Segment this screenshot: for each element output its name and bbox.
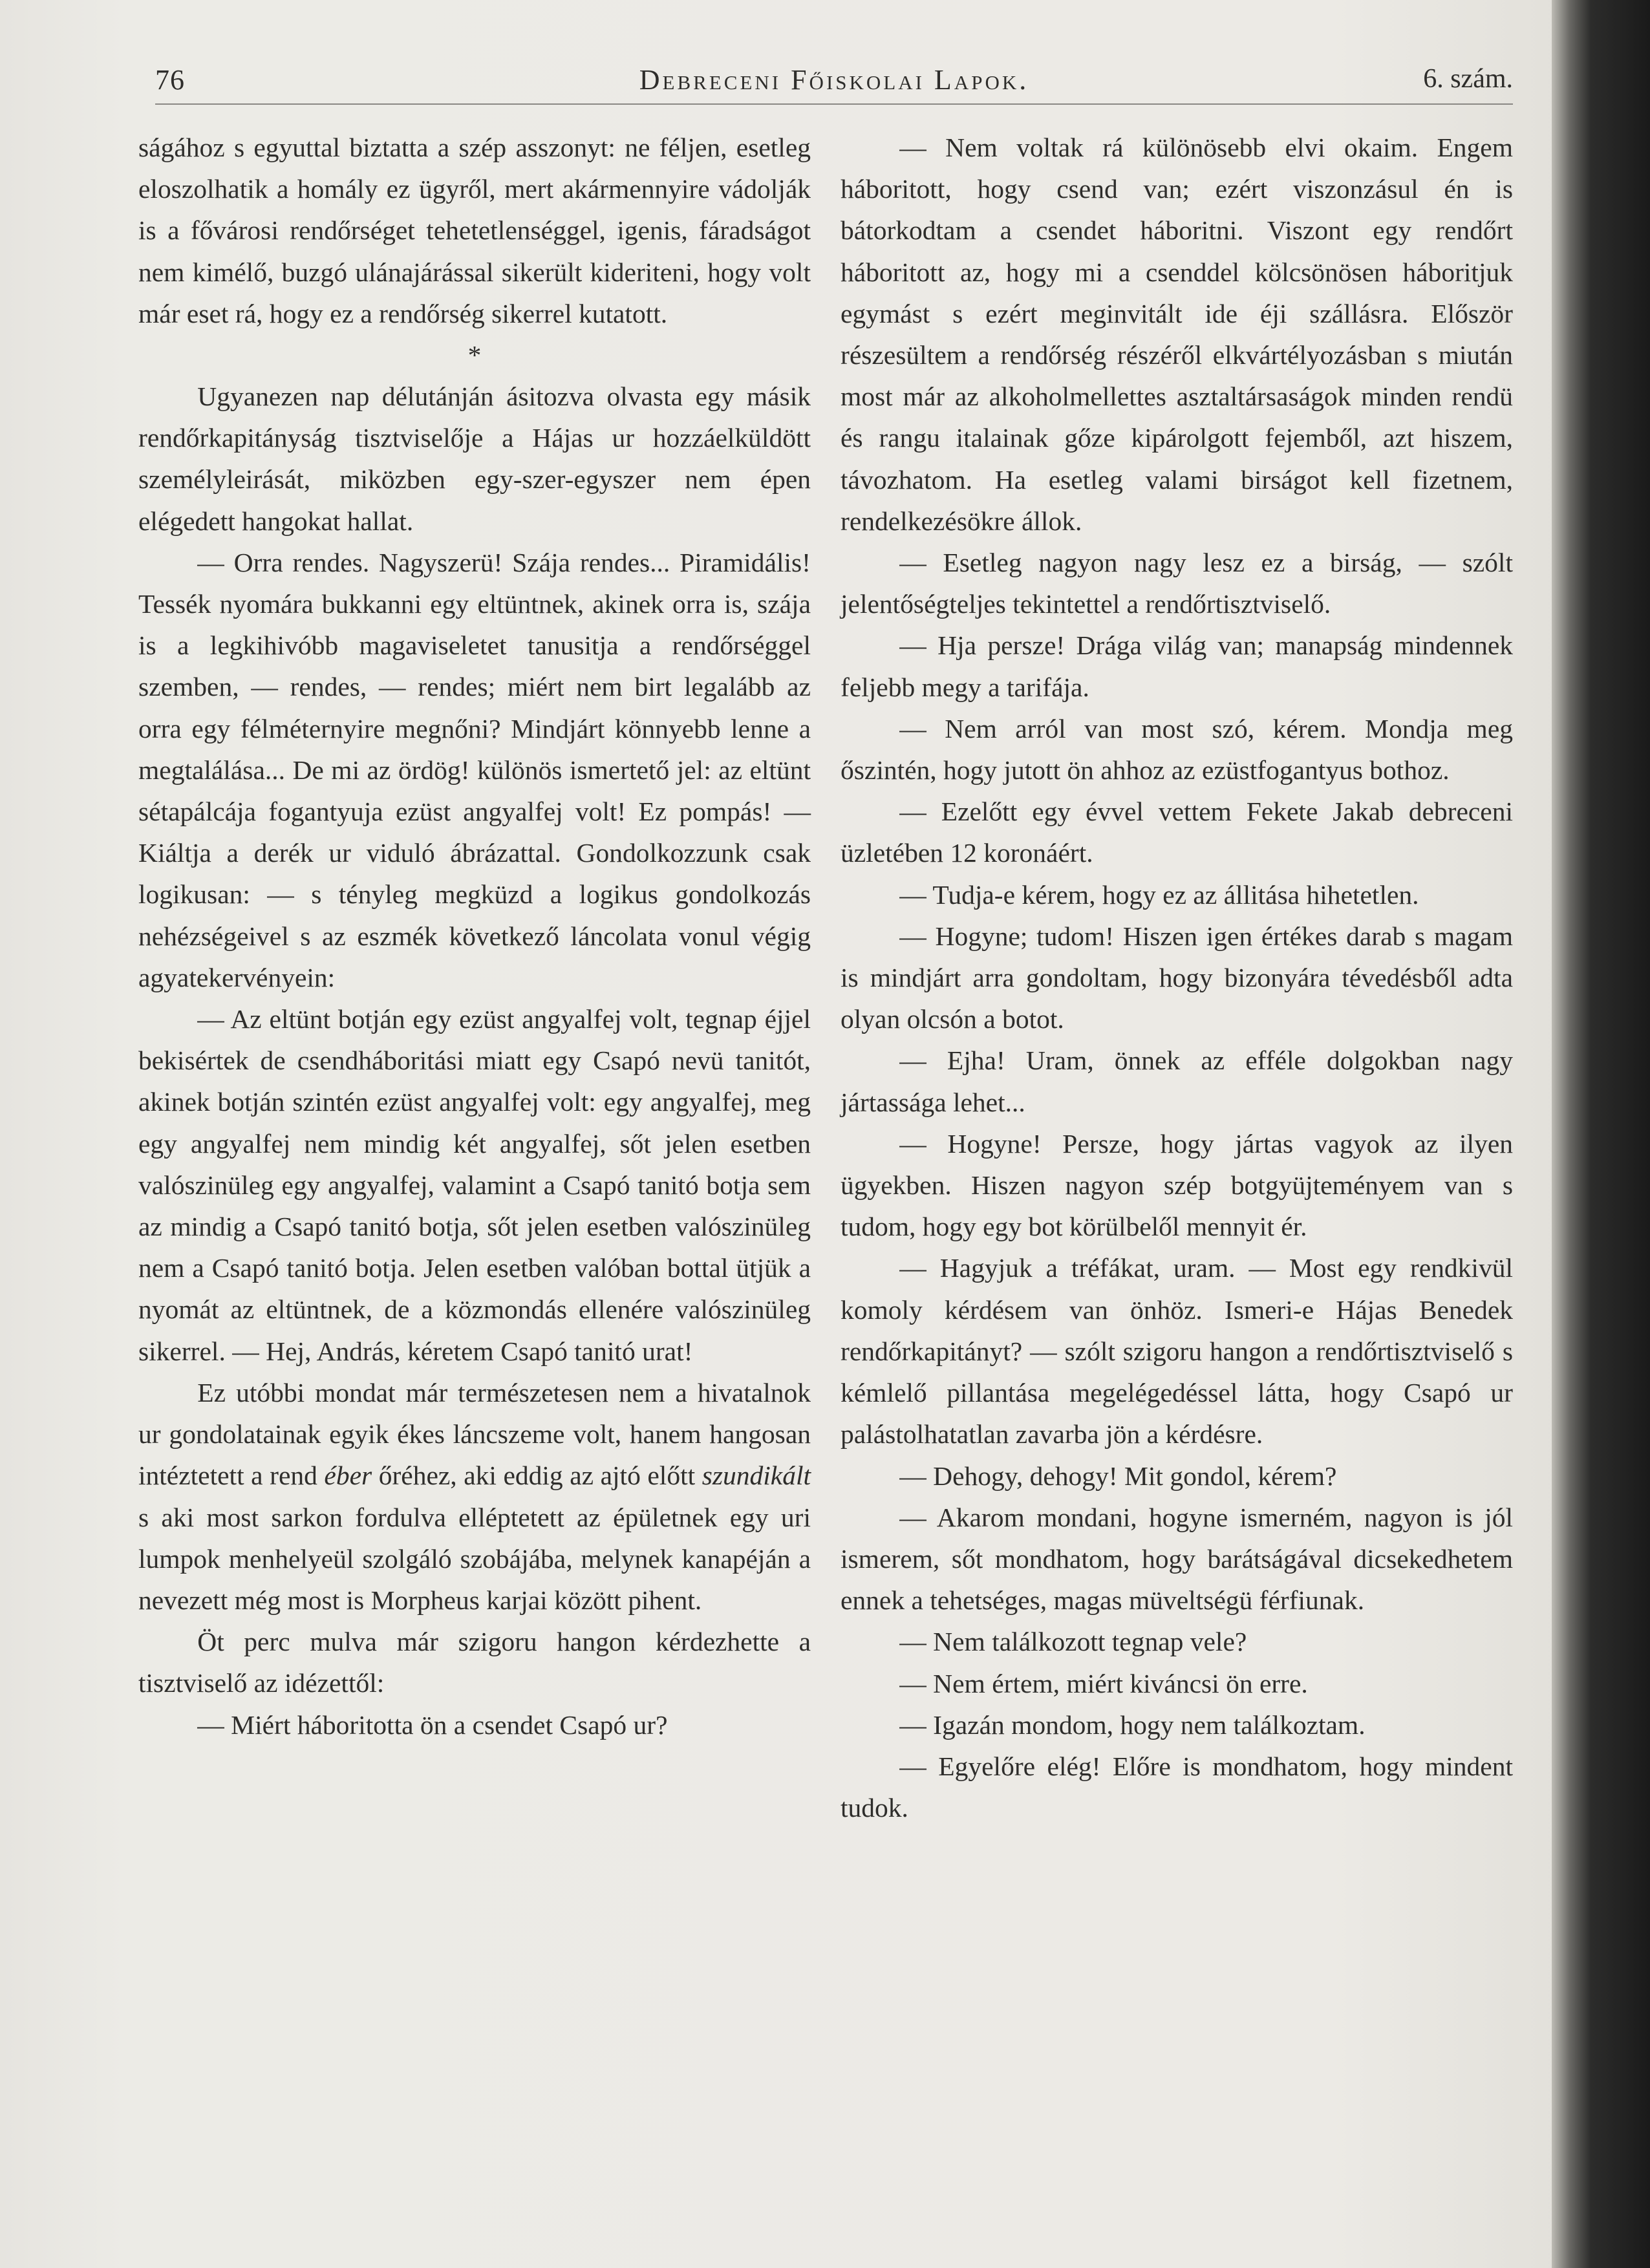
paragraph: — Akarom mondani, hogyne ismerném, nagyon is jól ismerem, sőt mondhatom, hogy barátságával dicsekedhetem ennek a tehetséges, magas müveltségü férfiunak. [841,1502,1513,1616]
running-header [155,58,1513,105]
paragraph: — Hogyne! Persze, hogy jártas vagyok az ilyen ügyekben. Hiszen nagyon szép botgyüjteményem van s tudom, hogy egy bot körülbelől mennyit ér. [841,1128,1513,1242]
issue-number: 6. szám. [1423,64,1513,94]
emphasis-text: szundikált [702,1460,811,1491]
paragraph [138,1372,811,1621]
text-run: Ez utóbbi mondat már természetesen nem a hivatalnok ur gondolatainak egyik ékes láncszeme volt, hanem hangosan intéztetett a rend [138,1377,811,1491]
section-separator: * [467,340,482,370]
text-run: s aki most sarkon fordulva elléptetett az épületnek egy uri lumpok menhelyeül szolgáló szobájába, melynek kanapéján a nevezett még most is Morpheus karjai között pihent. [138,1502,811,1615]
paragraph: — Nem találkozott tegnap vele? [899,1627,1247,1657]
paragraph: — Esetleg nagyon nagy lesz ez a birság, — szólt jelentőségteljes tekintettel a rendőrtisztviselő. [841,548,1513,619]
paragraph: — Nem arról van most szó, kérem. Mondja meg őszintén, hogy jutott ön ahhoz az ezüstfogantyus bothoz. [841,713,1513,786]
left-column [138,127,811,1746]
paragraph: — Hogyne; tudom! Hiszen igen értékes darab s magam is mindjárt arra gondoltam, hogy bizonyára tévedésből adta olyan olcsón a botot. [841,921,1513,1034]
paragraph: ságához s egyuttal biztatta a szép asszonyt: ne féljen, esetleg eloszolhatik a homály ez ügyről, mert akármennyire vádolják is a fővárosi rendőrséget tehetetlenséggel, igenis, fáradságot nem kimélő, buzgó ulánajárással sikerült kideriteni, hogy volt már eset rá, hogy ez a rendőrség sikerrel kutatott. [138,133,811,328]
paragraph: — Az eltünt botján egy ezüst angyalfej volt, tegnap éjjel bekisértek de csendháboritási miatt egy Csapó nevü tanitót, akinek botján szintén ezüst angyalfej volt: egy angyalfej, meg egy angyalfej nem mindig két angyalfej, sőt jelen esetben valószinüleg egy angyalfej, valamint a Csapó tanitó botja sem az mindig a Csapó tanitó botja, sőt jelen esetben valószinüleg nem a Csapó tanitó botja. Jelen esetben valóban bottal ütjük a nyomát az eltüntnek, de a közmondás ellenére valószinüleg sikerrel. — Hej, András, kéretem Csapó tanitó urat! [138,1004,811,1366]
paragraph: — Tudja-e kérem, hogy ez az állitása hihetetlen. [899,879,1419,910]
paragraph: Ugyanezen nap délutánján ásitozva olvasta egy másik rendőrkapitányság tisztviselője a Hájas ur hozzáelküldött személyleirását, miközben egy-szer-egyszer nem épen elégedett hangokat hallat. [138,381,811,536]
right-column [841,127,1513,1828]
paragraph: — Orra rendes. Nagyszerü! Szája rendes... Piramidális! Tessék nyomára bukkanni egy eltüntnek, akinek orra is, szája is a legkihivóbb magaviseletet tanusitja a rendőrséggel szemben, — rendes, — rendes; miért nem birt legalább az orra egy félméternyire megnőni? Mindjárt könnyebb lenne a megtalálása... De mi az ördög! különös ismertető jel: az eltünt sétapálcája fogantyuja ezüst angyalfej volt! Ez pompás! — Kiáltja a derék ur viduló ábrázattal. Gondolkozzunk csak logikusan: — s tényleg megküzd a logikus gondolkozás nehézségeivel s az eszmék következő láncolata vonul végig agyatekervényein: [138,547,811,992]
journal-title: Debreceni Főiskolai Lapok. [639,64,1029,96]
paragraph: — Hagyjuk a tréfákat, uram. — Most egy rendkivül komoly kérdésem van önhöz. Ismeri-e Hájas Benedek rendőrkapitányt? — szólt szigoru hangon a rendőrtisztviselő s kémlelő pillantása megelégedéssel látta, hogy Csapó ur palástolhatatlan zavarba jön a kérdésre. [841,1253,1513,1450]
paragraph: — Nem értem, miért kiváncsi ön erre. [899,1668,1308,1698]
paragraph: — Miért háboritotta ön a csendet Csapó ur? [197,1709,668,1740]
paragraph: — Hja persze! Drága világ van; manapság mindennek feljebb megy a tarifája. [841,630,1513,702]
page-number: 76 [155,64,185,96]
emphasis-text: éber [324,1460,372,1491]
paragraph: — Ejha! Uram, önnek az efféle dolgokban nagy jártassága lehet... [841,1045,1513,1117]
paragraph: — Igazán mondom, hogy nem találkoztam. [899,1709,1366,1740]
paragraph: — Ezelőtt egy évvel vettem Fekete Jakab debreceni üzletében 12 koronáért. [841,797,1513,868]
text-run: őréhez, aki eddig az ajtó előtt [372,1460,702,1491]
paragraph: Öt perc mulva már szigoru hangon kérdezhette a tisztviselő az idézettől: [138,1627,811,1698]
paragraph: — Nem voltak rá különösebb elvi okaim. Engem háboritott, hogy csend van; ezért viszonzásul én is bátorkodtam a csendet háboritni. Viszont egy rendőrt háboritott az, hogy mi a csenddel kölcsönösen háboritjuk egymást s ezért meginvitált ide éji szállásra. Először részesültem a rendőrség részéről elkvártélyozásban s miután most már az alkoholmellettes asztaltársaságok minden rendü és rangu italainak gőze kipárolgott fejemből, azt hiszem, távozhatom. Ha esetleg valami birságot kell fizetnem, rendelkezésökre állok. [841,133,1513,536]
paragraph: — Dehogy, dehogy! Mit gondol, kérem? [899,1460,1337,1491]
paragraph: — Egyelőre elég! Előre is mondhatom, hogy mindent tudok. [841,1751,1513,1823]
book-binding-edge [1552,0,1650,2268]
